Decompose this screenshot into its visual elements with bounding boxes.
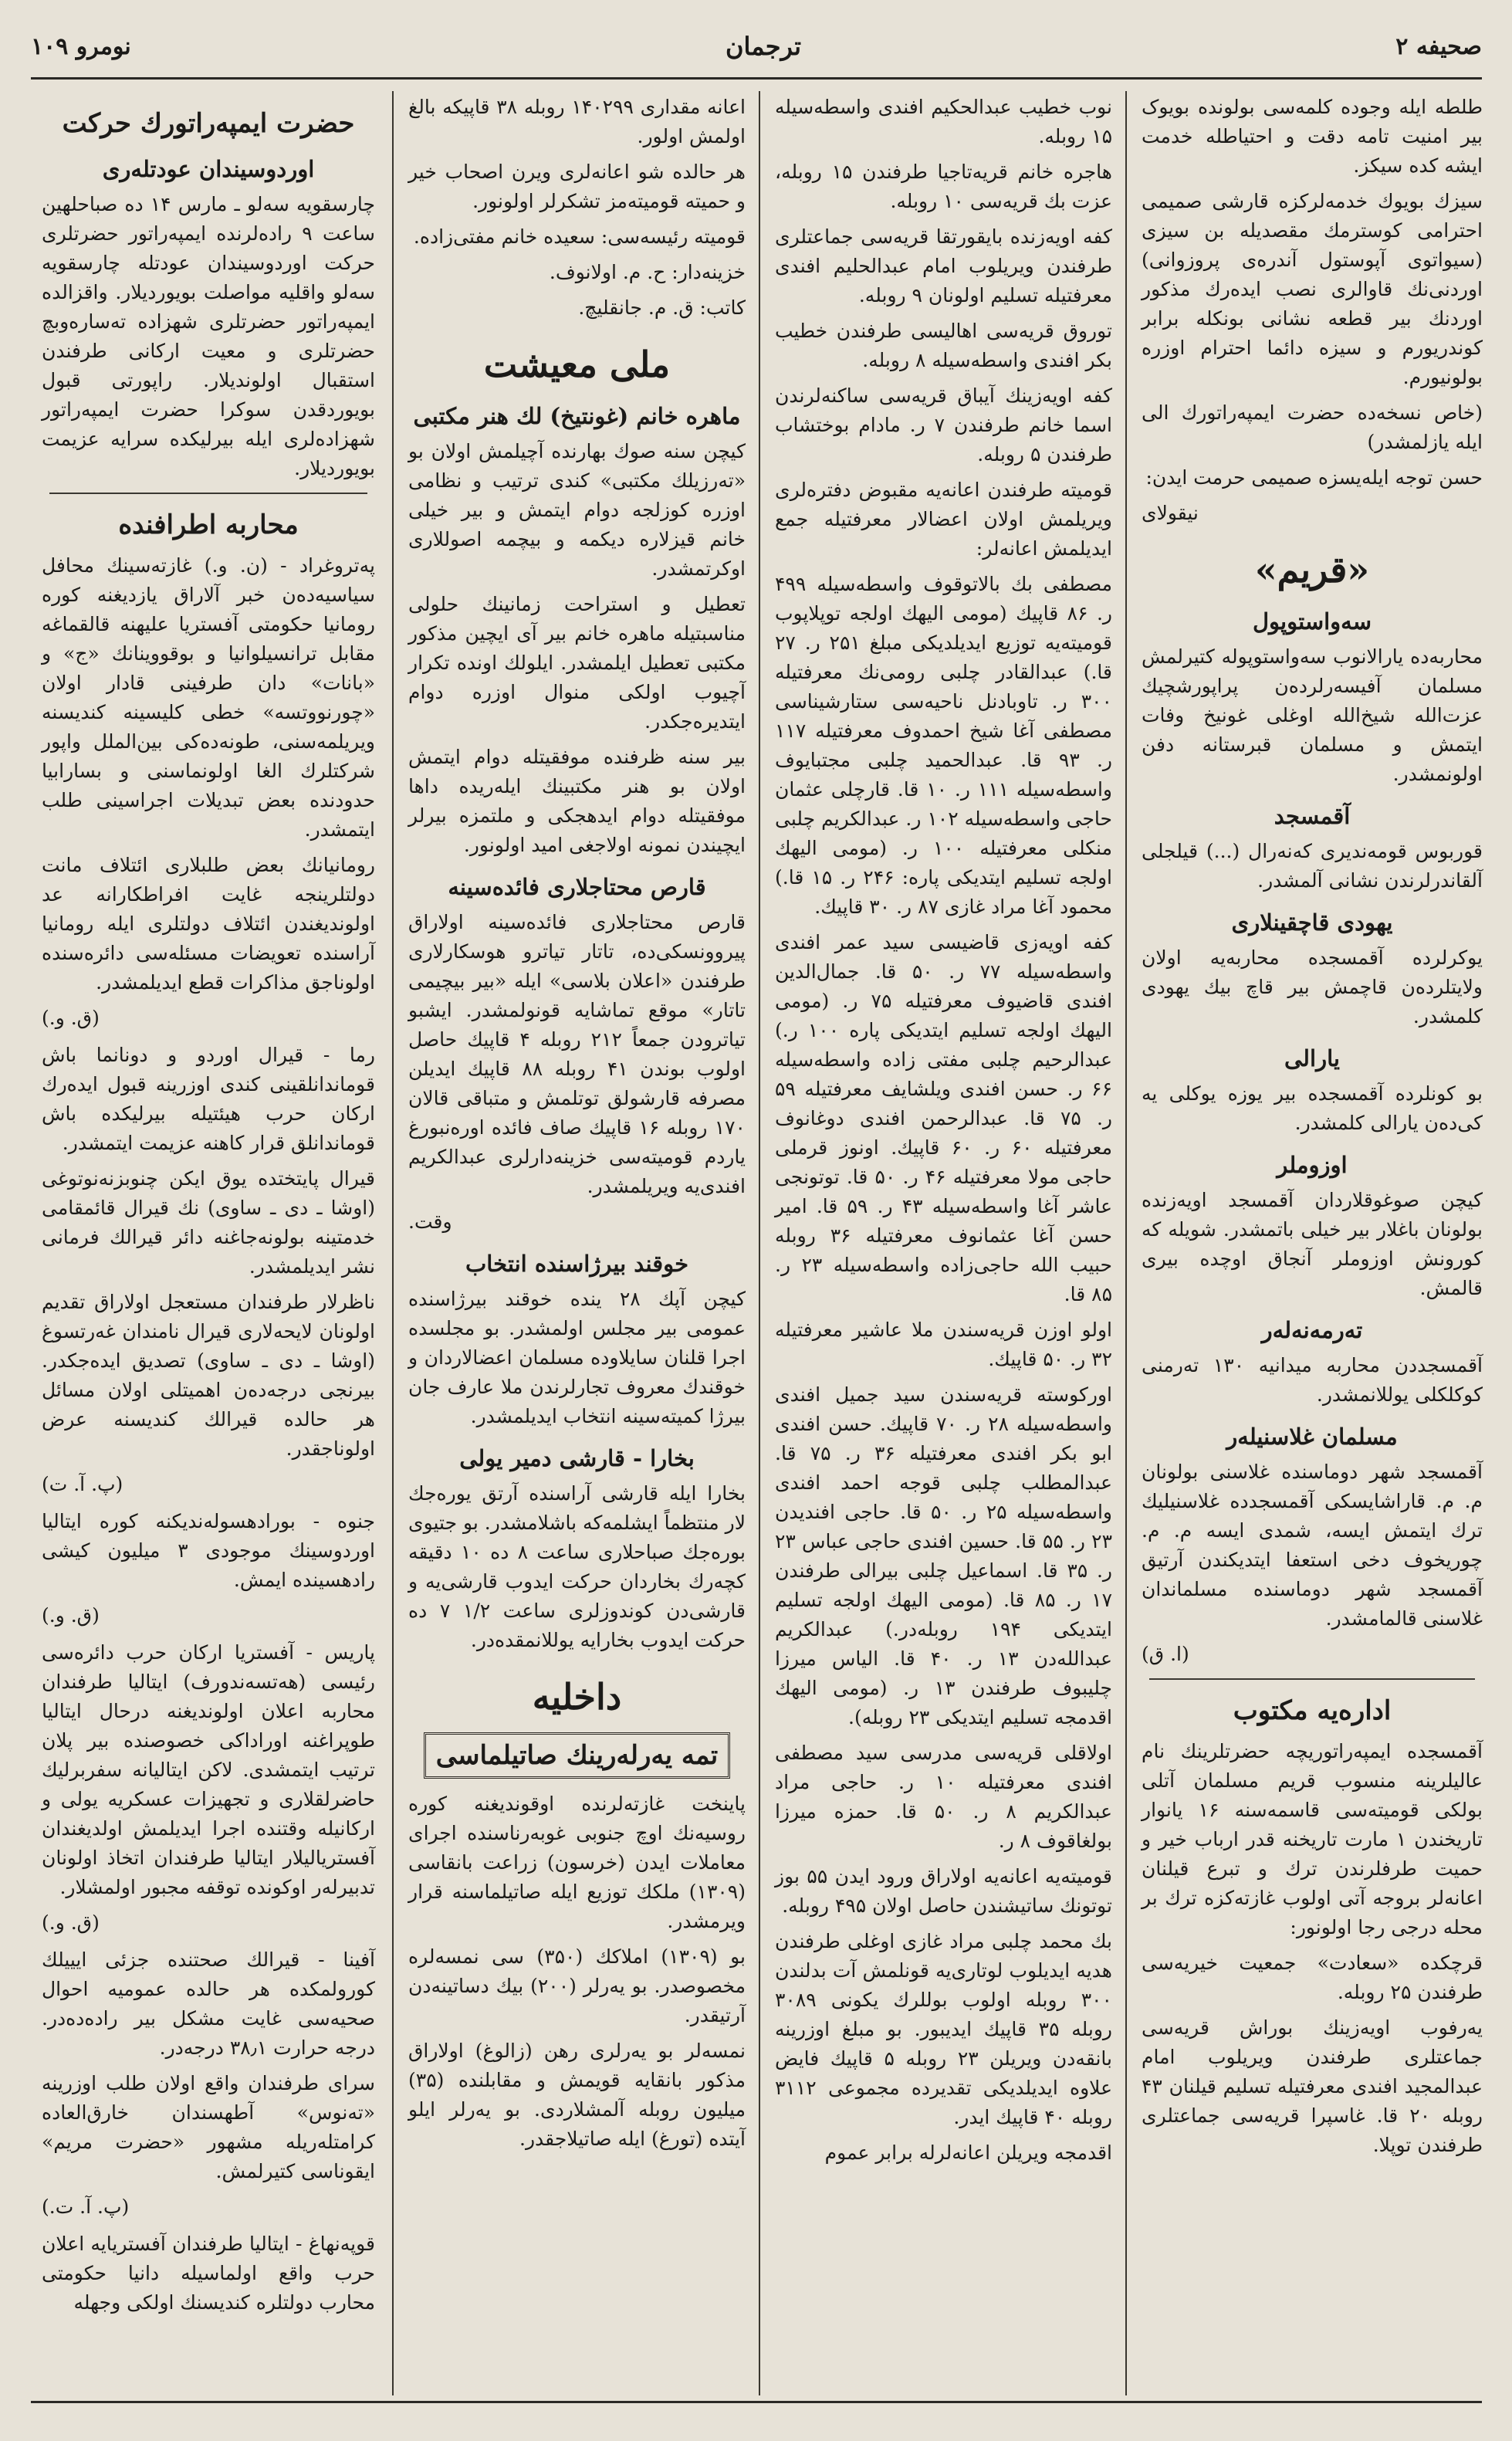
paragraph: کفه اویه‌زی قاضیسی سید عمر افندی واسطه‌سیله ۷۷ ر. ۵۰ قا. جمال‌الدین افندی قاضیوف معرفتیله ۷۵ ر. (مومی الیهك اولجه تسلیم ایتدیکی پاره ۱۰۰ ر.) عبدالرحیم چلبی مفتی زاده واسطه‌سیله ۶۶ ر. حسن افندی ویلشایف معرفتیله ۵۹ ر. ۷۵ قا. عبدالرحمن افندی دوغانوف معرفتیله ۶۰ ر. ۶۰ قاپیك. اونوز قرملی حاجی مولا معرفتیله ۴۶ ر. ۵۰ قا. توتونجی عاشر آغا واسطه‌سیله ۴۳ ر. ۵۹ قا. امیر حسن آغا عثمانوف معرفتیله ۳۶ روبله حبیب الله حاجی‌زاده واسطه‌سیله ۲۳ ر. ۸۵ قا. (775, 931, 1113, 1305)
signature: نیقولای (1142, 502, 1199, 524)
column-3 (397, 93, 756, 2393)
subheading: خوقند بیرژاسنده انتخاب (465, 1251, 689, 1277)
paragraph: آقمسجده ایمپه‌راتوریچه حضرتلرینك نام عالیلرینه منسوب قریم مسلمان آتلی بولکی قومیته‌سی قاسمه‌سنه ۱۶ یانوار تاریخندن ۱ مارت تاریخنه قدر ارباب خیر و حمیت طرفلرندن ترك و تبرع قیلنان اعانه‌لر بروجه آتی اولوب غازته‌کزه ترك بر محله درجی رجا اولونور: (1142, 1740, 1483, 1938)
subheading: یهودی قاچقینلاری (1231, 909, 1393, 936)
paragraph: قوربوس قومه‌ندیری که‌نه‌رال (...) قیلجلی آلقاندرلرندن نشانی آلمشدر. (1142, 840, 1483, 892)
subheading: آقمسجد (1274, 803, 1351, 829)
signature: (ا. ق) (1142, 1643, 1189, 1665)
paragraph: طلطه ایله وجوده کلمه‌سی بولونده بویوک بیر امنیت تامه دقت و احتیاطله خدمت ایشه کده سیکز. (1142, 96, 1483, 177)
column-divider (392, 91, 394, 2395)
signature: (ق. و.) (42, 1007, 100, 1029)
subheading: یارالی (1284, 1045, 1340, 1072)
paragraph: رومانیانك بعض طلبلاری ائتلاف مانت دولتلرینجه غایت افراطکارانه عد اولوندیغندن ائتلاف دولتلری ایله رومانیا آراسنده تعویضات مسئله‌سی دائرەسنده اولوناجق مذاکرات قطع ایدیلمشدر. (42, 854, 375, 994)
paragraph: اعانه مقداری ۱۴۰۲۹۹ روبله ۳۸ قاپیکه بالغ اولمش اولور. (408, 96, 746, 147)
paragraph: اورکوستە قریه‌سندن سید جمیل افندی واسطه‌سیله ۲۸ ر. ۷۰ قاپیك. حسن افندی ابو بکر افندی معرفتیله ۳۶ ر. ۷۵ قا. عبدالمطلب چلبی قوجه احمد افندی واسطه‌سیله ۲۵ ر. ۵۰ قا. حاجی افندیدن ۲۳ ر. ۵۵ قا. حسین افندی حاجی عباس ۲۳ ر. ۳۵ قا. اسماعیل چلبی بیرالی طرفندن ۱۷ ر. ۸۵ قا. (مومی الیهك اولجه تسلیم ایتدیکی ۱۹۴ روبله‌در.) عبدالکریم عبدالله‌دن ۱۳ ر. ۴۰ قا. الیاس میرزا چلیبوف طرفندن ۱۳ ر. (مومی الیهك اقدمجه تسلیم ایتدیکی ۲۳ روبله). (775, 1383, 1113, 1728)
column-1 (1131, 93, 1493, 2393)
paragraph: پاریس - آفستریا ارکان حرب دائره‌سی رئیسی (هەتسەندورف) ایتالیا طرفندان محاربه اعلان اولوندیغنه درحال ایتالیا طوپراغنه اوراداکی خصوصنده بیر پلان ترتیب ایتمشدی. لاکن ایتالیانه سفربرلیك حاضرلقلاری و تجهیزات عسکریه یولی و ارکانیله وقتنده اجرا ایدیلمش اولدیغندان آفستریالیلار ایتالیا طرفندان اتخاذ اولونان تدبیرلەر اوکونده توقفه مجبور اولمشلار. (42, 1641, 375, 1898)
section-heading: «قریم» (1254, 549, 1370, 591)
subheading: ماهره خانم (غونتیخ) لك هنر مکتبی (413, 403, 741, 429)
signature: (ق. و.) (42, 1604, 100, 1627)
divider (1149, 1678, 1475, 1680)
paragraph: قومیته طرفندن اعانه‌یه مقبوض دفتره‌لری ویریلمش اولان اعضالار معرفتیله جمع ایدیلمش اعانه‌لر: (775, 479, 1112, 560)
paragraph: (خاص نسخه‌ده حضرت ایمپه‌راتورك الی ایله یازلمشدر) (1142, 401, 1483, 453)
paragraph: سرای طرفندان واقع اولان طلب اوزرینه «تەنوس» آطهسندان خارق‌العاده کرامتلەریله مشهور «حضرت مریم» ایقوناسی کتیرلمش. (42, 2072, 375, 2182)
paragraph: خزینه‌دار: ح. م. اولانوف. (549, 261, 746, 283)
paragraph: رما - قیرال اوردو و دونانما باش قوماندانلقینی کندی اوزرینه قبول ایده‌رك ارکان حرب هیئتیله بیرلیکده باش قوماندانلق قرار کاهنه عزیمت ایتمشدر. (42, 1044, 375, 1154)
paragraph: هر حالده شو اعانه‌لری ویرن اصحاب خیر و حمیته قومیته‌مز تشکرلر اولونور. (408, 161, 746, 212)
paragraph: آفینا - قیرالك صحتنده جزئی ایییلك کورولمكده هر حالده عمومیه احوال صحیه‌سی غایت مشکل بیر راده‌ده‌در. درجه حرارت ۳۸٫۱ درجه‌در. (42, 1948, 375, 2059)
paragraph: پەتروغراد - (ن. و.) غازته‌سینك محافل سیاسیه‌ده‌ن خبر آلاراق یازدیغنه کوره رومانیا حکومتی آفستریا علیهنه قالقماغه مقابل ترانسیلوانیا و بوقووینانك «ج» و «بانات» دان طرفینی قادار اولان «چورنووتسه» خطی کلیسینه کندیسنه ویریلمه‌سنی، طونه‌ده‌کی بین‌الملل واپور شرکتلرك الغا اولونماسنی و بسارابیا حدودنده بعض تبدیلات اجراسینی طلب ایتمشدر. (42, 554, 375, 841)
signature: وقت. (408, 1210, 452, 1233)
paragraph: قیرال پایتختده یوق ایکن چنوبزنه‌نوتو‌غی (اوشا ـ دی ـ ساوی) نك قیرال قائمقامی خدمتینه بولونه‌جاغنه دائر قیرالك فرمانی نشر ایدیلمشدر. (42, 1167, 375, 1278)
paragraph: اقدمجه ویریلن اعانه‌لرله برابر عموم (824, 2141, 1112, 2164)
paragraph: کاتب: ق. م. جانقلیچ. (578, 296, 746, 319)
paragraph: هاجره خانم قریه‌تاجیا طرفندن ۱۵ روبله، عزت بك قریه‌سی ۱۰ روبله. (775, 161, 1112, 212)
paragraph: قوپه‌نهاغ - ایتالیا طرفندان آفستریایه اعلان حرب واقع اولماسیله دانیا حکومتی محارب دولتلره کندیسنك اولکی وجهله (42, 2233, 375, 2314)
paragraph: قارص محتاجلاری فائده‌سینه اولاراق پیروونسکی‌ده، تاتار تیاترو هوسکارلاری طرفندن «اعلان بلاسی» ایله «بیر بیچیمی تاتار» موقع تماشایه قونولمشدر. ایشبو تیاترودن جمعاً ۲۱۲ روبله ۴ قاپیك حاصل اولوب بوندن ۴۱ روبله ۸۸ قاپیك ایدیلن مصرفه قارشولق توتلمش و متباقی قالان ۱۷۰ روبله ۱۶ قاپیك صاف فائده اورەنبورغ یاردم قومیته‌سی خزینه‌دارلری عبدالکریم افندی‌یه ویریلمشدر. (408, 911, 746, 1197)
section-heading: محاربه اطرافنده (118, 510, 299, 540)
paragraph: کیچن سنه صوك بهارنده آچیلمش اولان بو «تەرزیلك مکتبی» کندی ترتیب و نظامی اوزره کوزلجه دوام ایتمش و بیر خیلی خانم قیزلاره دیکمه و بیچمه اصوللاری اوکرتمشدر. (408, 440, 746, 580)
signature: (پ. آ. ت) (42, 1473, 123, 1495)
subheading: اوزوملر (1277, 1152, 1348, 1178)
paragraph: آقمسجد شهر دوماسنده غلاسنی بولونان م. م. قاراشایسکی آقمسجدده غلاسنیلیك ترك ایتمش ایسه، شمدی ایسه م. م. چوریخوف دخی استعفا ایتدیکندن آرتیق آقمسجد شهر دوماسنده مسلماندان غلاسنی قالمامشدر. (1142, 1461, 1483, 1630)
paragraph: بو (۱۳۰۹) املاکك (۳۵۰) سی نمسه‌لره مخصوصدر. بو یه‌رلر (۲۰۰) بیك دساتینه‌دن آرتیقدر. (408, 1945, 746, 2026)
page-label: صحیفه ۲ (1395, 32, 1482, 60)
paragraph: تعطیل و استراحت زمانینك حلولی مناسبتیله ماهره خانم بیر آی ایچین مذکور مکتبی تعطیل ایلمشدر. ایلولك اونده تکرار آچیوب اولکی منوال اوزره دوام ایتدیرەجکدر. (408, 593, 746, 733)
paragraph: اولو اوزن قریه‌سندن ملا عاشیر معرفتیله ۳۲ ر. ۵۰ قاپیك. (775, 1319, 1112, 1370)
paragraph: محاربه‌ده یارالانوب سه‌واستوپوله کتیرلمش مسلمان آفیسه‌رلرده‌ن پراپورشچیك عزت‌الله شیخ‌الله اوغلی غونیخ وفات ایتمش و مسلمان قبرستانه دفن اولونمشدر. (1142, 645, 1483, 785)
paragraph: کیچن صوغوقلاردان آقمسجد اویه‌زنده بولونان باغلار بیر خیلی باتمشدر. شویله که کورونش اوزوملر آنجاق اوچده بیری قالمش. (1142, 1189, 1483, 1299)
paragraph: مصطفی بك بالاتوقوف واسطه‌سیله ۴۹۹ ر. ۸۶ قاپیك (مومی الیهك اولجه توپلاپوب قومیته‌یه توزیع ایدیلدیکی مبلغ ۲۵۱ ر. ۲۷ قا.) عبدالقادر چلبی رومی‌نك معرفتیله ۳۰۰ ر. تاوبادنل ناحیه‌سی ستارشیناسی مصطفی آغا شیخ احمدوف معرفتیله ۱۱۷ ر. ۹۳ قا. عبدالحمید چلبی مجتبایوف واسطه‌سیله ۱۱۱ ر. ۱۰ قا. قارچلی عثمان حاجی واسطه‌سیله ۱۰۲ ر. عبدالکریم چلبی منکلی معرفتیله ۱۰۰ ر. (مومی الیهك اولجه تسلیم ایتدیکی پاره: ۲۴۶ ر. ۱۵ قا.) محمود آغا مراد غازی ۸۷ ر. ۳۰ قاپیك. (775, 573, 1112, 918)
footer-rule (31, 2401, 1482, 2403)
paragraph: یه‌رفوب اویه‌زینك بوراش قریه‌سی جماعتلری طرفندن ویریلوب امام عبدالمجید افندی معرفتیله تسلیم قیلنان ۴۳ روبله ۲۰ قا. غاسپرا قریه‌سی جماعتلری طرفندن توپلا. (1142, 2016, 1483, 2156)
paragraph: نوب خطیب عبدالحکیم افندی واسطه‌سیله ۱۵ روبله. (775, 96, 1112, 147)
issue-label: نومرو ۱۰۹ (31, 32, 131, 60)
column-divider (1125, 91, 1127, 2395)
paper-name: ترجمان (725, 32, 802, 61)
subheading: اوردوسیندان عودتلەری (102, 156, 315, 182)
section-heading: ملی معیشت (483, 344, 671, 385)
paragraph: اولاقلی قریه‌سی مدرسی سید مصطفی افندی معرفتیله ۱۰ ر. حاجی مراد عبدالکریم ۸ ر. ۵۰ قا. حمزه میرزا بولغاقوف ۸ ر. (775, 1742, 1113, 1852)
section-heading: حضرت ایمپه‌راتورك حرکت (62, 108, 355, 139)
subheading: مسلمان غلاسنيلەر (1226, 1424, 1398, 1450)
paragraph: کفه اویه‌زنده بایقورتقا قریه‌سی جماعتلری طرفندن ویریلوب امام عبدالحلیم افندی معرفتیله تسلیم اولونان ۹ روبله. (775, 225, 1112, 306)
paragraph: بو کونلرده آقمسجده بیر یوزه یوکلی یه کی‌ده‌ن یارالی کلمشدر. (1142, 1082, 1483, 1134)
divider (49, 493, 367, 494)
paragraph: آقمسجددن محاربه میدانیه ۱۳۰ ته‌رمنی کوکلکلی یوللانمشدر. (1142, 1354, 1483, 1406)
paragraph: بیر سنه ظرفنده موفقیتله دوام ایتمش اولان بو هنر مکتبینك ایلەریده داها موفقیتله دوام ایدهجکی و ملتمزه بیرلر ایچیندن نمونه اولاجغی امید اولونور. (408, 746, 746, 856)
subheading: بخارا - قارشی دمیر یولی (459, 1445, 695, 1471)
paragraph: کیچن آپك ۲۸ ینده خوقند بیرژاسنده عمومی بیر مجلس اولمشدر. بو مجلسده اجرا قلنان سایلاوده مسلمان اعضالاردان و خوقندك معروف تجارلرندن ملا عارف جان بیرژا کمیته‌سینه انتخاب ایدیلمشدر. (408, 1288, 746, 1427)
paragraph: توروق قریه‌سی اهالیسی طرفندن خطیب بکر افندی واسطه‌سیله ۸ روبله. (775, 320, 1112, 371)
signature: (ق. و.) (42, 1911, 100, 1934)
masthead-rule (31, 77, 1482, 80)
subheading: تەرمەنەلەر (1261, 1317, 1363, 1343)
section-heading: اداره‌یه مکتوب (1233, 1695, 1392, 1726)
column-2 (764, 93, 1123, 2393)
column-4 (31, 93, 386, 2393)
paragraph: قومیته‌یه اعانه‌یه اولاراق ورود ایدن ۵۵ بوز توتونك ساتیشندن حاصل اولان ۴۹۵ روبله. (775, 1865, 1112, 1917)
paragraph: بك محمد چلبی مراد غازی اوغلی طرفندن هدیه ایدیلوب لوتاری‌یه قونلمش آت بدلندن ۳۰۰ روبله اولوب بوللرك یکونی ۳۰۸۹ روبله ۳۵ قاپیك ایدیبور. بو مبلغ اوزرینه بانقه‌دن ویریلن ۲۳ روبله ۵ قاپیك فایض علاوه ایدیلدیکی تقدیرده مجموعی ۳۱۱۲ روبله ۴۰ قاپیك ایدر. (775, 1930, 1113, 2128)
subheading: قارص محتاجلاری فائده‌سینه (448, 874, 706, 900)
paragraph: چارسقویه سه‌لو ـ مارس ۱۴ ده صباحلهین ساعت ۹ راده‌لرنده ایمپه‌راتور حضرتلری حرکت اوردوسیندان عودتله چارسقویه سه‌لو واقلیه مواصلت بویوردیلار. واقزالده ایمپه‌راتور حضرتلری شهزاده تەسارەوبچ حضرتلری و معیت ارکانی طرفندن استقبال اولوندیلار. راپورتی قبول بویوردقدن سوکرا حضرت ایمپه‌راتور شهزاده‌لری ایله بیرلیکده سرایه عزیمت بویوردیلار. (42, 193, 376, 479)
paragraph: قومیته رئیسه‌سی: سعیده خانم مفتی‌زاده. (413, 225, 746, 248)
paragraph: قرچکده «سعادت» جمعیت خیریه‌سی طرفندن ۲۵ روبله. (1142, 1952, 1483, 2003)
signature: (پ. آ. ت.) (42, 2196, 130, 2218)
paragraph: جنوه - بورادهسوله‌ندیکنه کوره ایتالیا اوردوسینك موجودی ۳ میلیون کیشی رادهسینده ایمش. (42, 1510, 375, 1591)
column-divider (759, 91, 760, 2395)
subheading: سه‌واستوپول (1252, 608, 1372, 635)
paragraph: کفه اویه‌زینك آیباق قریه‌سی ساکنه‌لرندن اسما خانم طرفندن ۷ ر. مادام بوختشاب طرفندن ۵ روبله. (775, 384, 1112, 466)
paragraph: سیزك بویوك خدمه‌لرکزه قارشی صمیمی احترامی کوسترمك مقصدیله بن سیزی (سیواتوی آپوستول آندره‌ی پروزوانی) اوردنی‌نك قاوالری نصب ایده‌رك مذکور اوردنك بیر قطعه نشانی بونکله برابر کوندریورم و سیزه دائما احترام اوزره بولونیورم. (1142, 190, 1483, 388)
paragraph: حسن توجه ایله‌یسزه صمیمی حرمت ایدن: (1145, 466, 1483, 489)
boxed-heading: تمه یه‌رلەرینك صاتیلماسی (424, 1732, 730, 1779)
masthead (31, 23, 1482, 69)
paragraph: پاینخت غازته‌لرنده اوقوندیغنه کوره روسیه‌نك اوچ جنوبی غوبەرناسنده اجرای معاملات ایدن (خرسون) زراعت بانقاسی (۱۳۰۹) ملکك توزیع ایله صاتیلماسنه قرار ویرمشدر. (408, 1793, 746, 1932)
paragraph: یوکرلرده آقمسجده محاربه‌یه اولان ولایتلرده‌ن قاچمش بیر قاچ بیك یهودی کلمشدر. (1142, 946, 1483, 1028)
paragraph: ناظرلار طرفندان مستعجل اولاراق تقدیم اولونان لایحه‌لاری قیرال نامندان غەرتسوغ (اوشا ـ دی ـ ساوی) تصدیق ایده‌جکدر. بیرنجی درجه‌ده‌ن اهمیتلی اولان مسائل هر حالده قیرالك کندیسنه عرض اولوناجقدر. (42, 1291, 375, 1460)
paragraph: بخارا ایله قارشی آراسنده آرتق یوره‌جك لار منتظماً ایشلمه‌که باشلامشدر. بو جتیوی بوره‌جك صباحلاری ساعت ۸ ده ۱۰ دقیقه کچه‌رك بخاردان حرکت ایدوب قارشی‌یه و قارشی‌دن کوندوزلری ساعت ۱/۲ ۷ ده حرکت ایدوب بخارایه یوللانمقده‌در. (408, 1482, 746, 1651)
section-heading: داخلیه (532, 1676, 622, 1718)
paragraph: نمسه‌لر بو یه‌رلری رهن (زالوغ) اولاراق مذکور بانقایه قویمش و مقابلنده (۳۵) میلیون روبله آلمشلاردی. بو یه‌رلر ایلو آیتده (تورغ) ایله صاتیلاجقدر. (408, 2040, 746, 2150)
